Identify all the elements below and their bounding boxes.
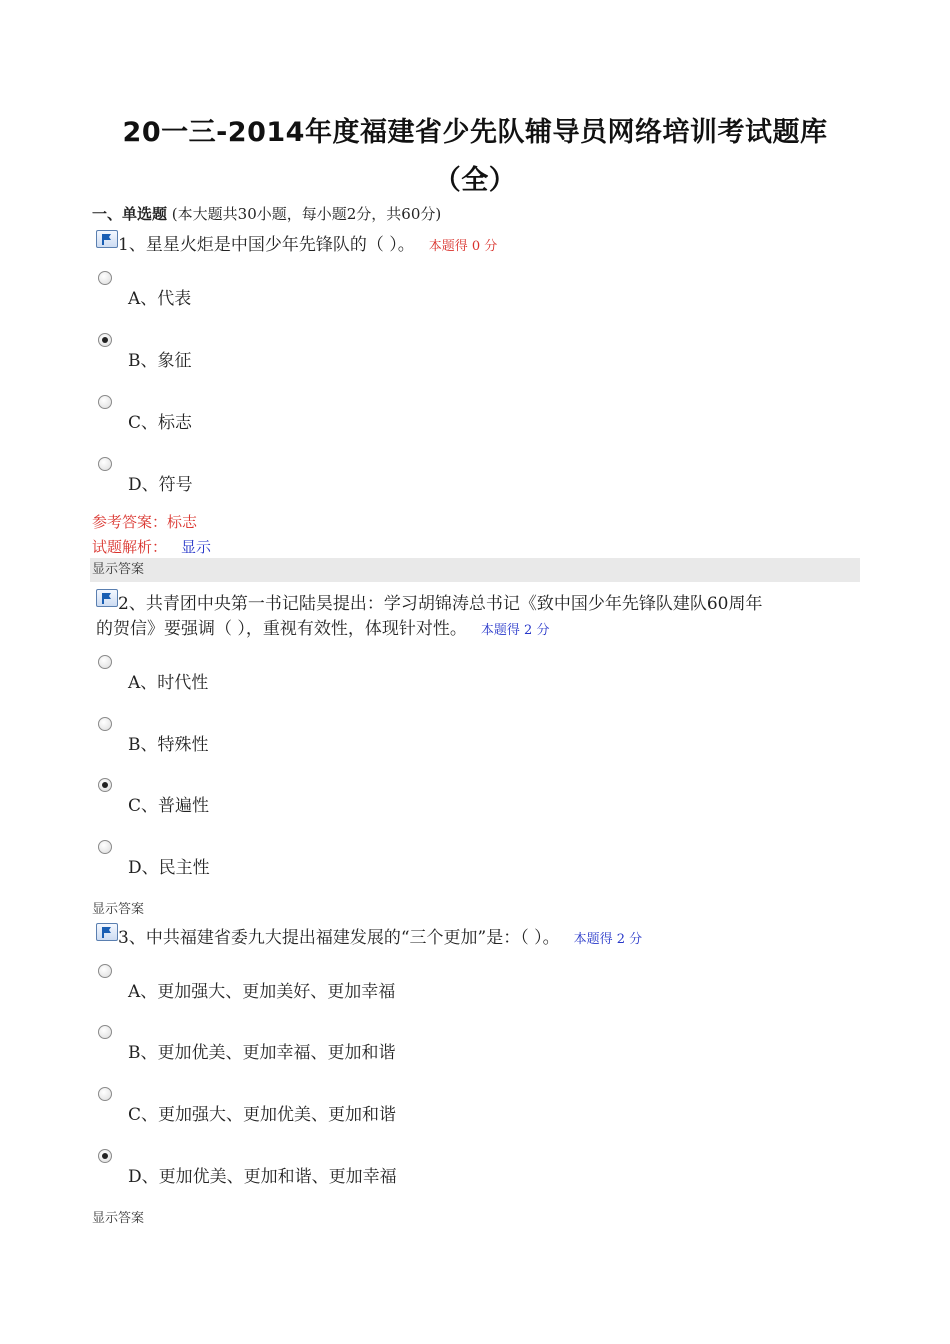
score-badge: 本题得 0 分 bbox=[428, 239, 498, 254]
section-header bbox=[92, 203, 441, 224]
show-answer-button[interactable]: 显示答案 bbox=[92, 1211, 145, 1226]
radio-option-a[interactable] bbox=[98, 655, 112, 669]
radio-option-c[interactable] bbox=[98, 395, 112, 409]
question-flag-icon[interactable] bbox=[96, 589, 118, 607]
radio-option-d[interactable] bbox=[98, 840, 112, 854]
question-2-line1: 2、共青团中央第一书记陆昊提出：学习胡锦涛总书记《致中国少年先锋队建队60周年 bbox=[118, 594, 763, 614]
reference-value: 标志 bbox=[167, 513, 198, 531]
option-label: B、象征 bbox=[128, 351, 192, 371]
option-label: B、特殊性 bbox=[128, 735, 209, 755]
reference-label: 参考答案： bbox=[92, 513, 168, 531]
question-3 bbox=[118, 925, 642, 953]
analysis-label: 试题解析： bbox=[92, 538, 168, 556]
radio-option-b[interactable] bbox=[98, 1025, 112, 1039]
page-title: 20一三-2014年度福建省少先队辅导员网络培训考试题库 bbox=[122, 117, 828, 148]
option-label: D、更加优美、更加和谐、更加幸福 bbox=[128, 1167, 397, 1187]
question-flag-icon[interactable] bbox=[96, 230, 118, 248]
option-label: A、时代性 bbox=[128, 673, 209, 693]
question-1 bbox=[118, 232, 497, 260]
option-label: A、代表 bbox=[128, 289, 192, 309]
option-label: A、更加强大、更加美好、更加幸福 bbox=[128, 982, 396, 1002]
section-heading: 一、单选题 bbox=[92, 205, 168, 223]
question-2-line2 bbox=[96, 616, 549, 644]
page-title-suffix: （全） bbox=[433, 165, 517, 196]
question-text: 的贺信》要强调（ ），重视有效性，体现针对性。 bbox=[96, 619, 467, 639]
option-label: B、更加优美、更加幸福、更加和谐 bbox=[128, 1043, 396, 1063]
analysis-row bbox=[92, 536, 211, 557]
score-badge: 本题得 2 分 bbox=[480, 623, 550, 638]
radio-option-c[interactable] bbox=[98, 778, 112, 792]
radio-option-a[interactable] bbox=[98, 964, 112, 978]
radio-option-b[interactable] bbox=[98, 333, 112, 347]
radio-option-d[interactable] bbox=[98, 457, 112, 471]
show-analysis-link[interactable]: 显示 bbox=[181, 538, 212, 556]
show-answer-button[interactable]: 显示答案 bbox=[90, 558, 860, 582]
radio-option-a[interactable] bbox=[98, 271, 112, 285]
question-flag-icon[interactable] bbox=[96, 923, 118, 941]
option-label: C、更加强大、更加优美、更加和谐 bbox=[128, 1105, 397, 1125]
score-badge: 本题得 2 分 bbox=[573, 932, 643, 947]
option-label: D、符号 bbox=[128, 475, 193, 495]
reference-answer bbox=[92, 511, 197, 532]
radio-option-d[interactable] bbox=[98, 1149, 112, 1163]
option-label: C、标志 bbox=[128, 413, 193, 433]
option-label: C、普遍性 bbox=[128, 796, 210, 816]
section-note: (本大题共30小题，每小题2分，共60分) bbox=[171, 205, 442, 223]
question-text: 3、中共福建省委九大提出福建发展的“三个更加”是：（ ）。 bbox=[118, 928, 560, 948]
option-label: D、民主性 bbox=[128, 858, 210, 878]
radio-option-b[interactable] bbox=[98, 717, 112, 731]
show-answer-button[interactable]: 显示答案 bbox=[92, 902, 145, 917]
radio-option-c[interactable] bbox=[98, 1087, 112, 1101]
question-text: 1、星星火炬是中国少年先锋队的（ ）。 bbox=[118, 235, 415, 255]
